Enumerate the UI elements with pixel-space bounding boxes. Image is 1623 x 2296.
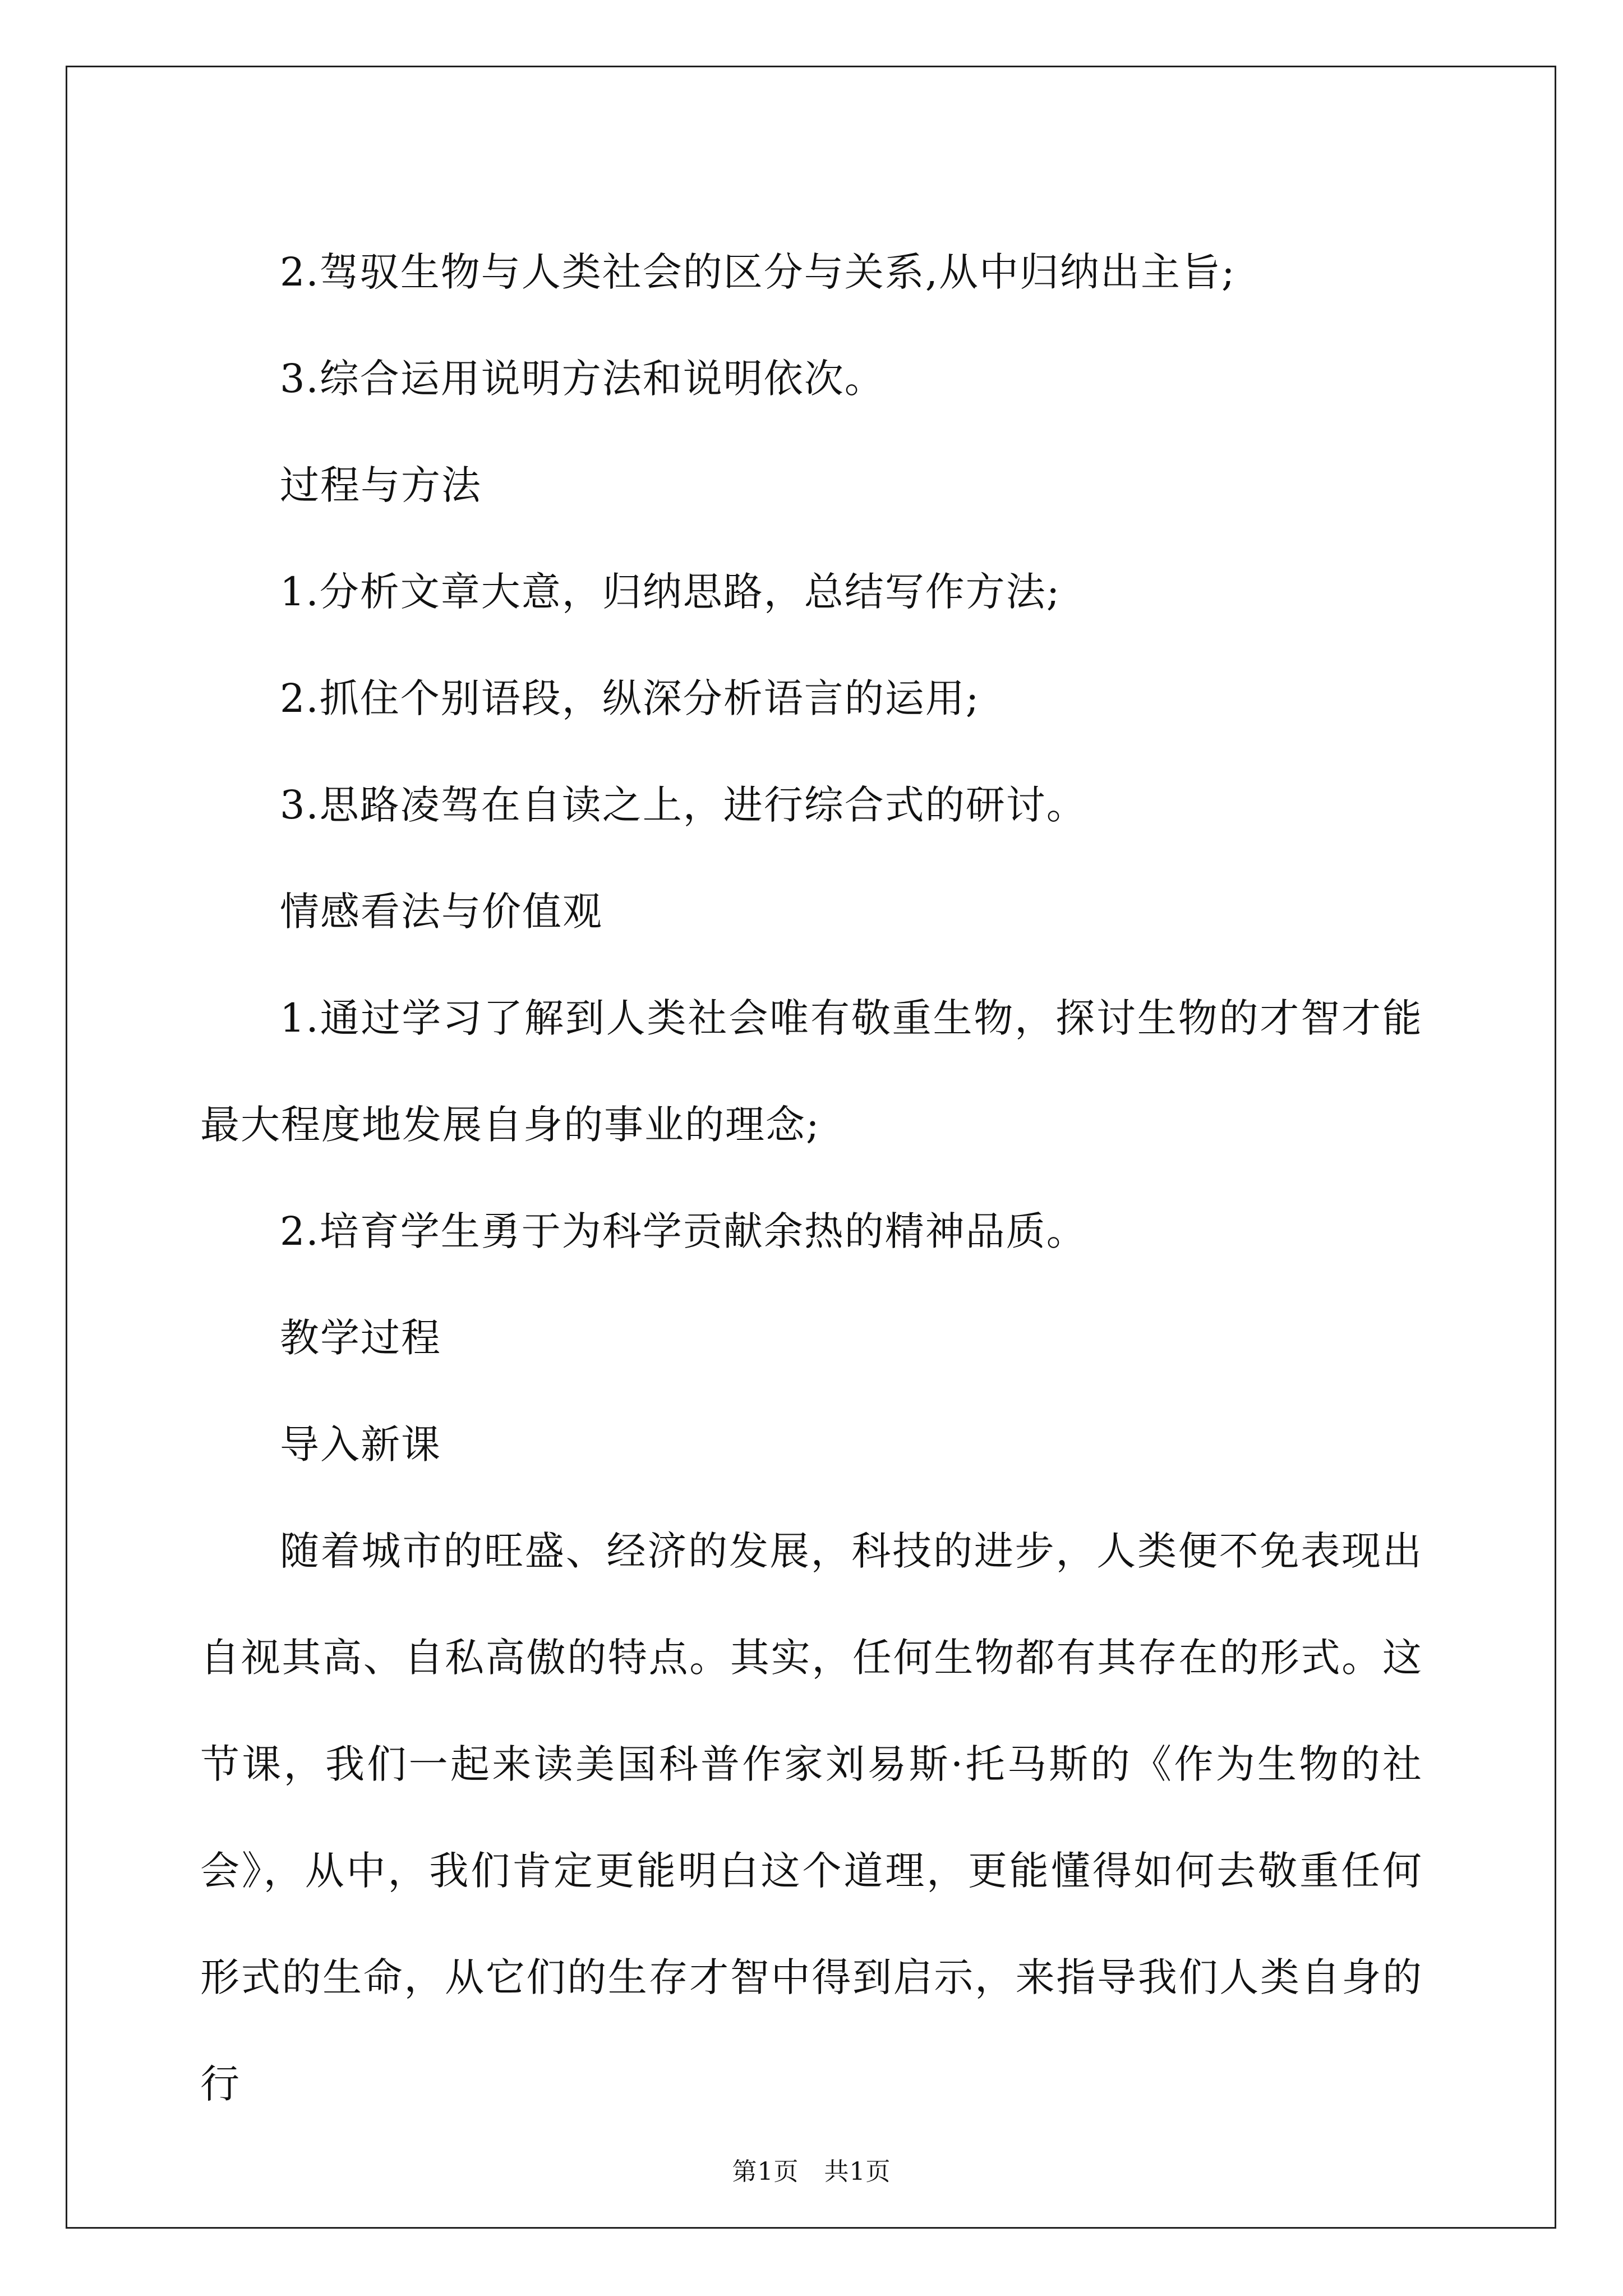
document-body xyxy=(200,219,1423,2137)
section-heading: 过程与方法 xyxy=(280,462,482,508)
page-footer: 第1页 共1页 xyxy=(732,2157,891,2186)
section-heading: 导入新课 xyxy=(280,1421,441,1467)
paragraph: 1.通过学习了解到人类社会唯有敬重生物，探讨生物的才智才能最大程度地发展自身的事业的理念; xyxy=(200,995,1423,1148)
section-heading: 教学过程 xyxy=(280,1315,441,1361)
paragraph: 2.培育学生勇于为科学贡献余热的精神品质。 xyxy=(280,1208,1087,1254)
section-heading: 情感看法与价值观 xyxy=(280,889,603,935)
paragraph: 2.抓住个别语段，纵深分析语言的运用; xyxy=(280,675,980,721)
paragraph: 随着城市的旺盛、经济的发展，科技的进步，人类便不免表现出自视其高、自私高傲的特点。其实，任何生物都有其存在的形式。这节课，我们一起来读美国科普作家刘易斯·托马斯的《作为生物的社会》，从中，我们肯定更能明白这个道理，更能懂得如何去敬重任何形式的生命，从它们的生存才智中得到启示，来指导我们人类自身的行 xyxy=(200,1528,1423,2107)
paragraph: 3.思路凌驾在自读之上，进行综合式的研讨。 xyxy=(280,782,1087,828)
paragraph: 3.综合运用说明方法和说明依次。 xyxy=(280,356,885,402)
paragraph: 1.分析文章大意，归纳思路，总结写作方法; xyxy=(280,569,1061,615)
paragraph: 2.驾驭生物与人类社会的区分与关系,从中归纳出主旨; xyxy=(280,249,1236,295)
